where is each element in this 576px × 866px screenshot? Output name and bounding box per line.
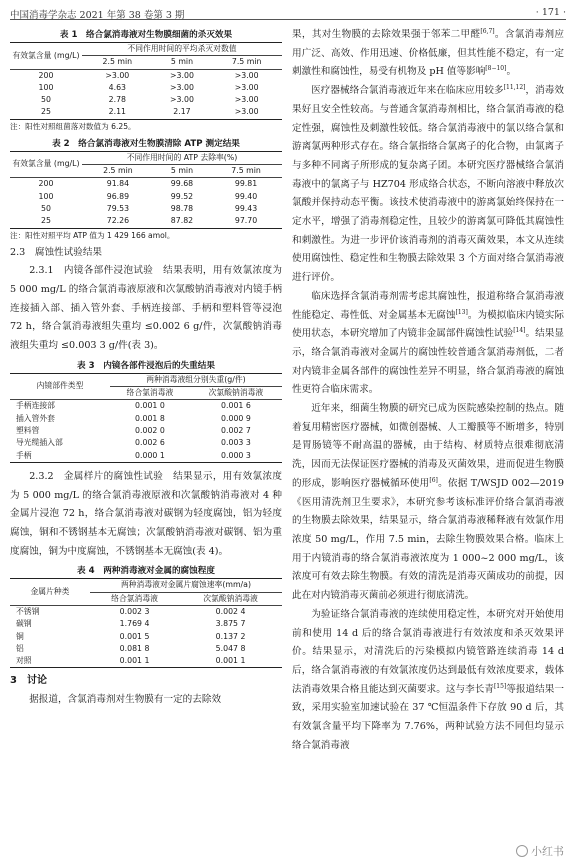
table-cell: 1.769 4	[119, 619, 150, 629]
table1-time-header: 5 min	[153, 56, 212, 69]
table-cell: 塑料管	[16, 425, 40, 435]
discussion-paragraph-3	[292, 400, 564, 606]
table-cell: >3.00	[234, 70, 259, 80]
table-cell: 0.137 2	[215, 631, 246, 641]
table2-caption: 表 2 络合氯消毒液对生物膜清除 ATP 测定结果	[52, 138, 240, 149]
discussion-paragraph-1	[292, 82, 564, 288]
table1-group-header: 不同作用时间的平均杀灭对数值	[82, 43, 282, 56]
watermark-logo-icon	[516, 845, 528, 857]
table-row	[10, 643, 282, 655]
table-cell: 96.89	[106, 191, 130, 201]
section-2-3-2-paragraph: 2.3.2 金属样片的腐蚀性试验 结果显示，用有效氯浓度为 5 000 mg/L 的络合氯消毒液原液和次氯酸钠消毒液对 4 种金属片浸泡 72 h，络合氯消毒液对碳钢为轻度腐蚀，铝为轻度腐蚀，铜和不锈钢基本无腐蚀；次氯酸钠消毒液对碳钢、铝为重度腐蚀，铜为中度腐蚀，不锈钢基本无腐蚀(表 4)。	[10, 470, 282, 557]
table-cell: 25	[41, 107, 51, 117]
text-run: 为验证络合氯消毒液的连续使用稳定性，本研究对开始使用前和使用 14 d 后的络合氯消毒液进行有效浓度和杀灭效果评价。结果显示，对清洗后的污染模拟内镜管路连续消毒 14 d 后，络合氯消毒液的有效氯浓度仍达到最低有效浓度要求，载体法消毒效果合格且能达到灭菌要求。这与李长青	[292, 608, 564, 695]
table-cell: >3.00	[234, 95, 259, 105]
text-run: 近年来，细菌生物膜的研究已成为医院感染控制的热点。随着复用精密医疗器械，如微创器械、人工瓣膜等不断增多，特别是胃肠镜等不耐高温的器械，由于结构、材质特点很难彻底清洗，因而无法保证医疗器械的消毒及灭菌效果，进而促进生物膜的形成，影响医疗器械循环使用	[292, 403, 564, 489]
table-row	[10, 106, 282, 119]
table-cell: 不锈钢	[16, 606, 40, 616]
table-cell: 50	[41, 95, 51, 105]
table-row	[10, 618, 282, 630]
table-cell: 2.17	[173, 107, 191, 117]
table-row	[10, 203, 282, 215]
table-cell: >3.00	[170, 82, 194, 92]
citation: [14]	[513, 327, 526, 335]
citation: [8−10]	[485, 65, 507, 73]
text-run: 果，其对生物膜的去除效果强于邻苯二甲醛	[292, 29, 481, 40]
table1-note: 注：阳性对照组菌落对数值为 6.25。	[10, 121, 136, 131]
table-cell: 0.001 0	[135, 401, 165, 411]
discussion-paragraph-4	[292, 606, 564, 756]
table-cell: >3.00	[105, 70, 130, 80]
table-cell: 导光缆插入部	[16, 438, 63, 448]
table-cell: 99.81	[234, 179, 258, 189]
table-cell: 0.000 3	[221, 450, 251, 460]
table-cell: 0.000 9	[221, 413, 251, 423]
text-run: 。为模拟临床内镜实际使用状态，本研究增加了内镜非金属部件腐蚀性试验	[292, 309, 565, 340]
table4-group-header: 两种消毒液对金属片腐蚀速率(mm/a)	[90, 579, 282, 592]
table-row	[10, 655, 282, 668]
table4	[10, 578, 282, 668]
table-row	[10, 631, 282, 643]
text-run: 临床选择含氯消毒剂需考虑其腐蚀性，报道称络合氯消毒液性能稳定、毒性低、对金属基本无腐蚀	[292, 290, 564, 321]
table4-caption: 表 4 两种消毒液对金属的腐蚀程度	[77, 566, 215, 577]
table3-group-header: 两种消毒液组分别失重(g/件)	[110, 373, 282, 386]
table3-sub-header: 络合氯消毒液	[110, 387, 190, 400]
table-cell: 0.001 6	[221, 401, 251, 411]
running-header	[10, 4, 566, 20]
right-column	[292, 26, 564, 755]
table-cell: 5.047 8	[215, 643, 246, 653]
table-cell: 0.081 8	[119, 643, 150, 653]
citation: [6]	[429, 476, 438, 484]
table-row	[10, 605, 282, 618]
table2	[10, 151, 282, 229]
table-cell: 91.84	[106, 179, 130, 189]
table-cell: 铝	[16, 643, 24, 653]
citation: [11,12]	[503, 83, 526, 91]
section-2-3-heading: 2.3 腐蚀性试验结果	[10, 246, 103, 258]
discussion-paragraph-0	[292, 26, 564, 82]
table1-col-header: 有效氯含量 (mg/L)	[10, 43, 82, 70]
table-cell: 铜	[16, 631, 24, 641]
table-cell: 0.000 1	[135, 450, 165, 460]
text-run: 医疗器械络合氯消毒液近年来在临床应用较多	[311, 85, 504, 97]
table-row	[10, 69, 282, 82]
table4-col-header: 金属片种类	[10, 579, 90, 606]
table-cell: 0.003 3	[221, 438, 251, 448]
table-cell: 99.68	[170, 179, 194, 189]
table1-time-header: 7.5 min	[211, 56, 282, 69]
table-cell: 手柄连接部	[16, 401, 55, 411]
table2-time-header: 2.5 min	[82, 165, 154, 178]
table3-caption: 表 3 内镜各部件浸泡后的失重结果	[77, 360, 215, 371]
table-cell: 2.78	[108, 95, 126, 105]
table-cell: >3.00	[234, 107, 259, 117]
table-cell: >3.00	[234, 82, 259, 92]
table-cell: 99.43	[234, 203, 258, 213]
table-cell: 手柄	[16, 450, 32, 460]
table-cell: >3.00	[170, 70, 194, 80]
table2-group-header: 不同作用时间的 ATP 去除率(%)	[82, 151, 282, 164]
table-cell: 0.001 1	[119, 656, 150, 666]
section-3-heading: 3 讨论	[10, 675, 47, 687]
table-cell: 0.002 7	[221, 425, 251, 435]
table-cell: 99.52	[170, 191, 194, 201]
text-run: 。依据 T/WSJD 002—2019《医用清洗剂卫生要求》，本研究参考该标准评价络合氯消毒液的生物膜去除效果，结果显示，络合氯消毒液稀释液有效氯作用浓度 50 mg/L，作用 7.5 min，去除生物膜效果合格。临床上用于内镜消毒的络合氯消毒液浓度为 1 000~2 000 mg/L，该浓度可有效去除生物膜。有效的清洗是消毒灭菌成功的前提，因此在对内镜消毒灭菌前必须进行彻底清洗。	[292, 477, 564, 602]
text-run: ，消毒效果好且安全性较高。与普通含氯消毒剂相比，络合氯消毒液的稳定性强，腐蚀性及刺激性较低。络合氯消毒液中的氯以络合氯和游离氯两种形式存在。络合氯指络合氯离子的化合物，由氯离子与多种不同离子所形成的复杂离子团。本研究医疗器械络合氯消毒液中的氯离子与 HZ704 形成络合状态，不断向溶液中释放次氯酸并保持动态平衡。该技术使消毒液中的游离氯始终保持在一定水平，增强了消毒剂稳定性，且较少的游离氯可降低其腐蚀性和刺激性。为进一步评价该消毒剂的消毒灭菌效果，本文从连续使用腐蚀性、稳定性和生物膜去除效果 3 个方面对络合氯消毒液进行评价。	[292, 85, 565, 284]
table-cell: 0.002 0	[135, 425, 165, 435]
table2-time-header: 7.5 min	[210, 165, 282, 178]
table-row	[10, 450, 282, 463]
left-column	[10, 26, 282, 710]
citation: [15]	[493, 682, 507, 690]
table-cell: 97.70	[234, 216, 258, 226]
table-cell: 0.001 1	[215, 656, 246, 666]
table-cell: 对照	[16, 656, 32, 666]
text-run: 。含氯消毒剂应用广泛、高效、作用迅速、价格低廉，但其性能不稳定，有一定刺激性和腐蚀性，易受有机物及 pH 值等影响	[292, 29, 565, 78]
table3-col-header: 内镜部件类型	[10, 373, 110, 400]
table-cell: 0.001 5	[119, 631, 150, 641]
watermark	[512, 842, 568, 860]
table-cell: 100	[38, 191, 54, 201]
table-row	[10, 437, 282, 449]
section-2-3-1-paragraph: 2.3.1 内镜各部件浸泡试验 结果表明，用有效氯浓度为 5 000 mg/L 的络合氯消毒液原液和次氯酸钠消毒液对内镜手柄连接插入部、插入管外套、手柄连接部、手柄和塑料管等浸泡 72 h，络合氯消毒液组失重均 ≤0.002 6 g/件，次氯酸钠消毒液组失重均 ≤0.003 3 g/件(表 3)。	[10, 265, 282, 352]
section-3-paragraph: 据报道，含氯消毒剂对生物膜有一定的去除效	[29, 694, 222, 706]
table4-sub-header: 次氯酸钠消毒液	[179, 592, 282, 605]
page-number: · 171 ·	[535, 7, 566, 18]
text-run: 等报道结果一致，采用实验室加速试验在 37 ℃恒温条件下存放 90 d 后，其有效氯含量平均下降率为 7.76%，两种试验方法不同但均显示络合氯消毒液	[292, 683, 565, 751]
table-row	[10, 191, 282, 203]
table-cell: 87.82	[170, 216, 194, 226]
table-row	[10, 413, 282, 425]
table-cell: 98.78	[170, 203, 194, 213]
text-run: 。	[506, 66, 517, 78]
table-row	[10, 178, 282, 191]
table3-sub-header: 次氯酸钠消毒液	[190, 387, 282, 400]
table-cell: >3.00	[170, 95, 194, 105]
table2-time-header: 5 min	[154, 165, 210, 178]
table-cell: 100	[38, 82, 54, 92]
table2-col-header: 有效氯含量 (mg/L)	[10, 151, 82, 178]
watermark-text: 小红书	[531, 846, 564, 858]
table1	[10, 42, 282, 120]
table-cell: 0.001 8	[135, 413, 165, 423]
journal-issue: 中国消毒学杂志 2021 年第 38 卷第 3 期	[10, 10, 185, 21]
table-cell: 碳钢	[16, 619, 32, 629]
table-cell: 72.26	[106, 216, 130, 226]
table-cell: 200	[38, 70, 54, 80]
table-row	[10, 400, 282, 413]
table-cell: 25	[41, 216, 51, 226]
table-row	[10, 215, 282, 228]
table-cell: 插入管外套	[16, 413, 55, 423]
table-row	[10, 94, 282, 106]
table-cell: 50	[41, 203, 51, 213]
table2-note: 注：阳性对照平均 ATP 值为 1 429 166 amol。	[10, 230, 175, 240]
table1-caption: 表 1 络合氯消毒液对生物膜细菌的杀灭效果	[59, 30, 233, 40]
table-cell: 3.875 7	[215, 619, 246, 629]
table-cell: 79.53	[106, 203, 130, 213]
table-cell: 99.40	[234, 191, 258, 201]
table1-time-header: 2.5 min	[82, 56, 153, 69]
table-cell: 0.002 3	[119, 606, 150, 616]
table-cell: 2.11	[108, 107, 126, 117]
table4-sub-header: 络合氯消毒液	[90, 592, 179, 605]
table-cell: 0.002 4	[215, 606, 246, 616]
table-cell: 4.63	[108, 82, 126, 92]
text-run: 。结果显示，络合氯消毒液对金属片的腐蚀性较普通含氯消毒剂低，二者对内镜非金属各部件的腐蚀性差异不明显，络合氯消毒液的腐蚀性更符合临床需求。	[292, 328, 565, 396]
table3	[10, 373, 282, 463]
table-cell: 200	[38, 179, 54, 189]
header-rule	[10, 19, 566, 20]
table-cell: 0.002 6	[135, 438, 165, 448]
table-row	[10, 82, 282, 94]
citation: [13]	[455, 308, 468, 316]
citation: [6,7]	[480, 27, 495, 35]
table-row	[10, 425, 282, 437]
discussion-paragraph-2	[292, 288, 564, 400]
